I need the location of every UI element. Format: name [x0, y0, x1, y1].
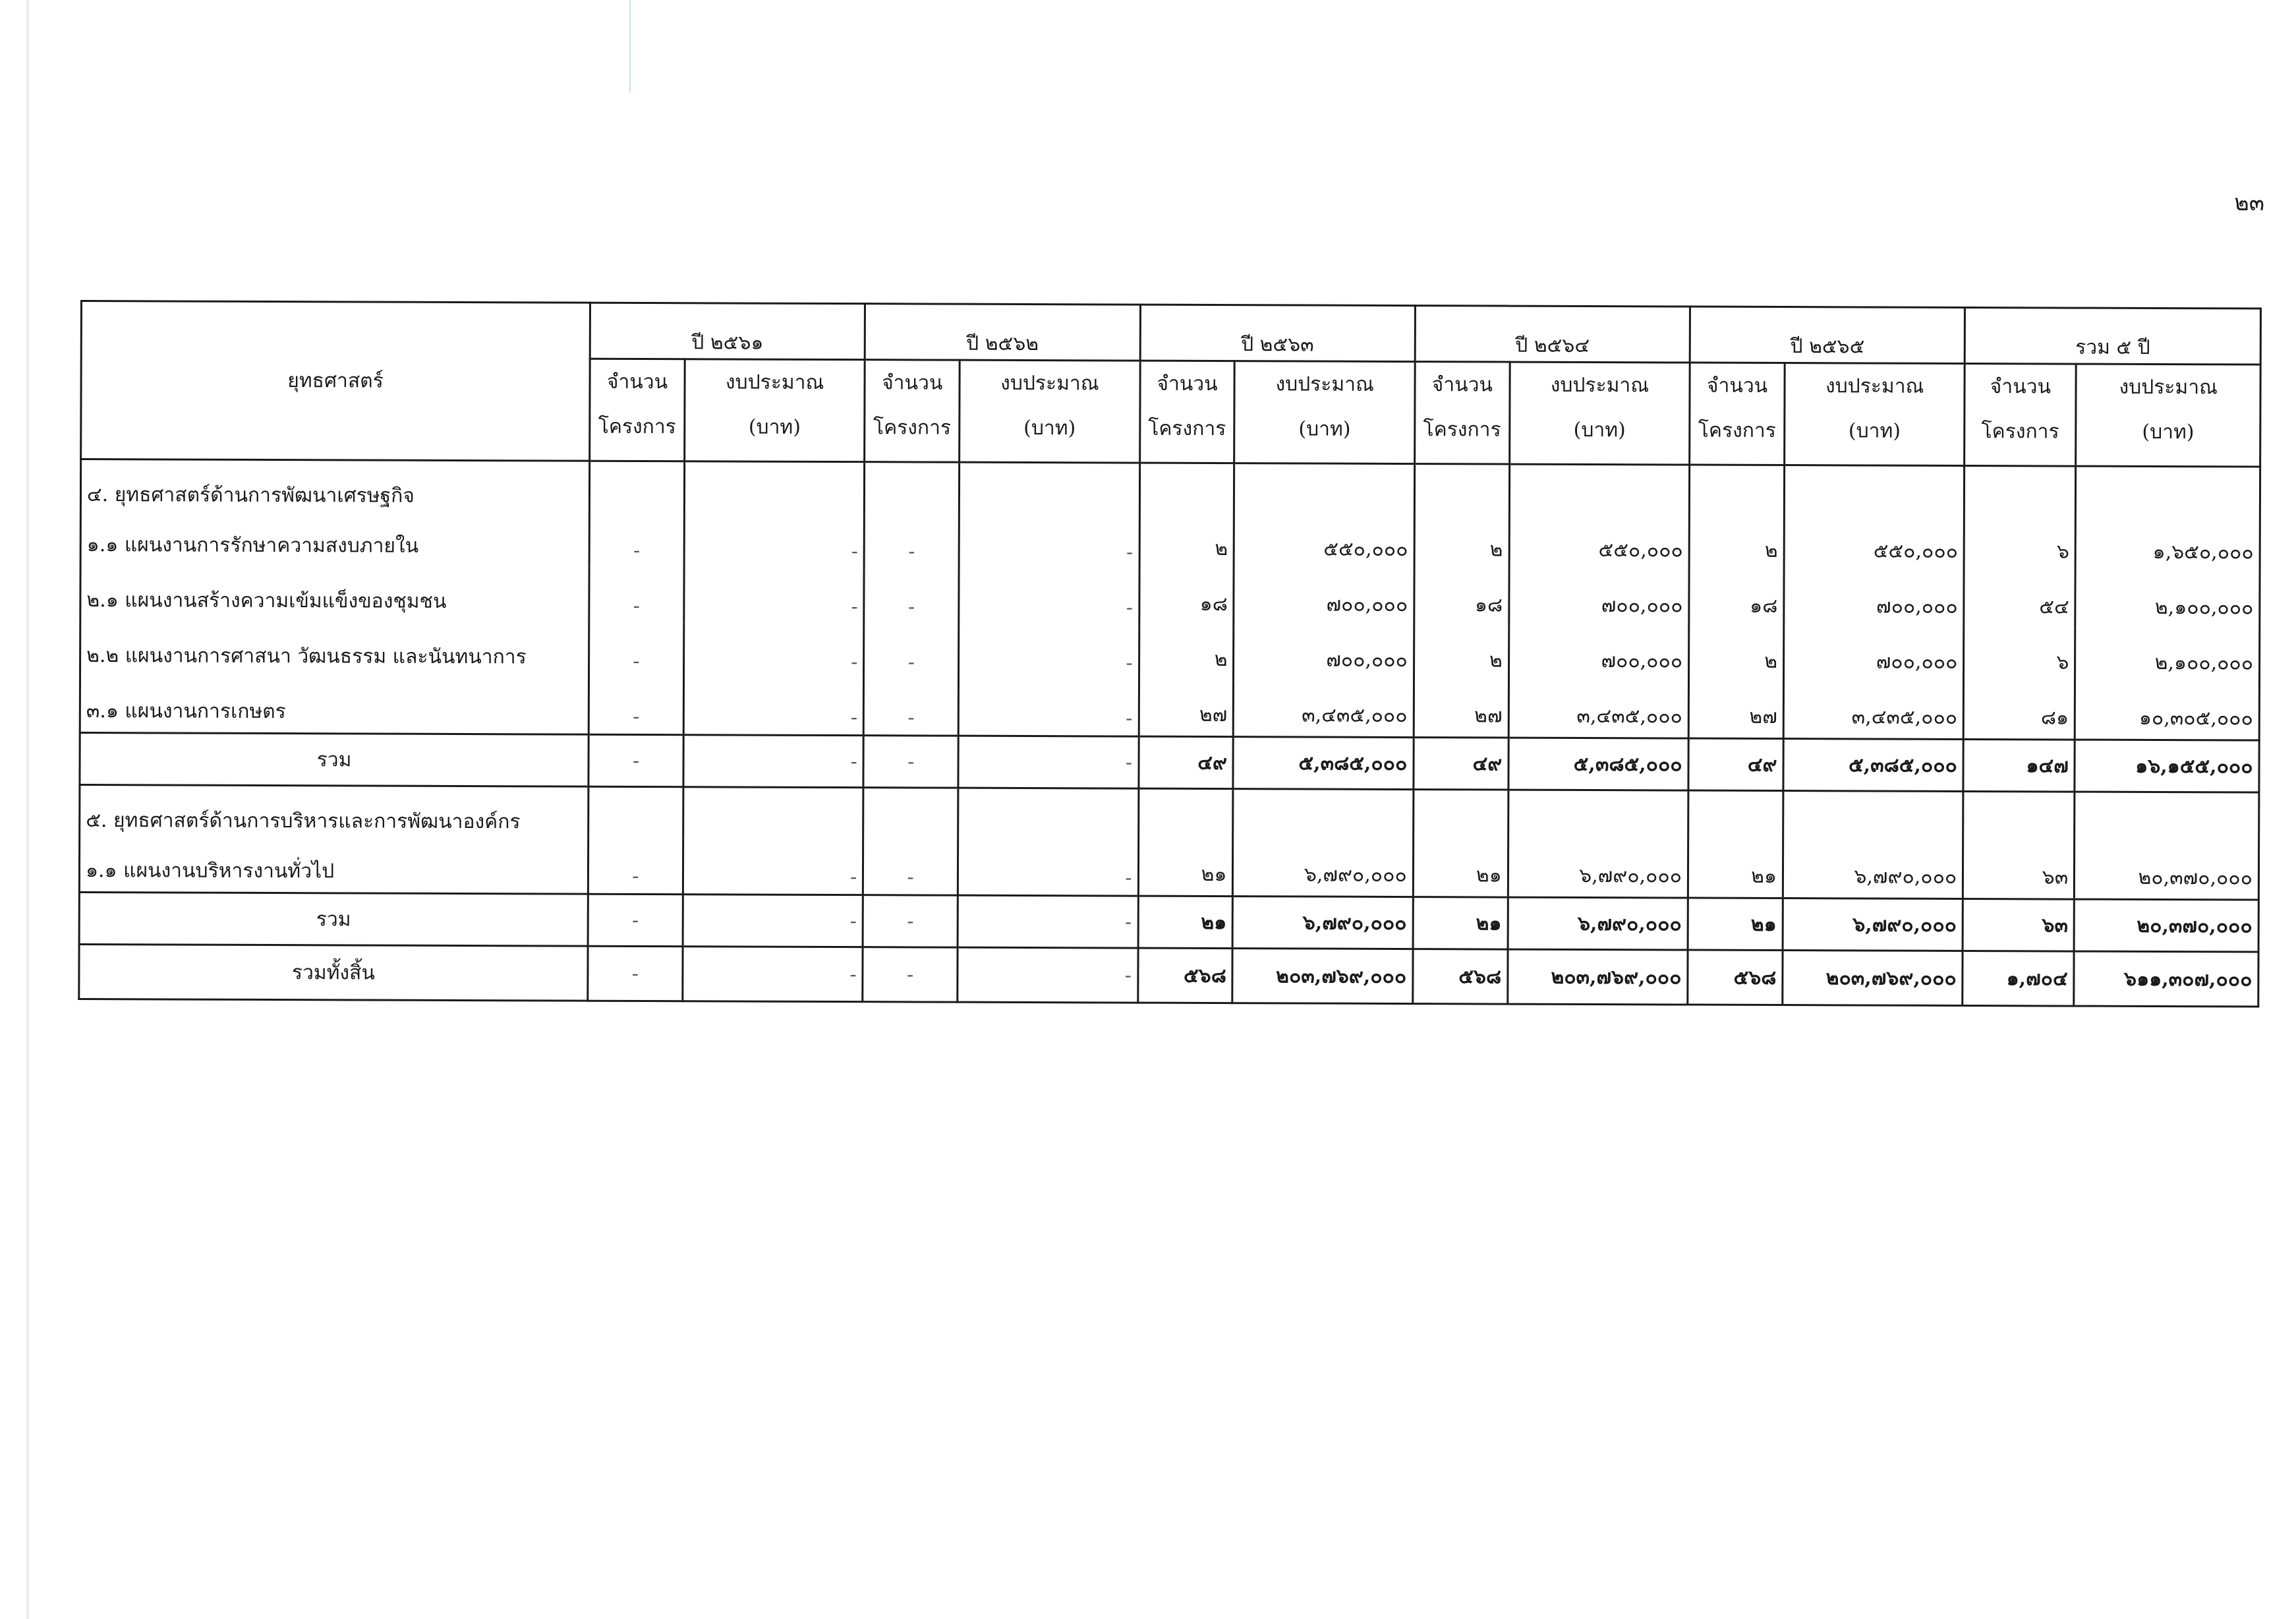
empty-cell	[2075, 792, 2259, 843]
budget-cell: -	[958, 947, 1138, 1003]
budget-cell: -	[683, 735, 864, 788]
budget-cell: ๗๐๐,๐๐๐	[1508, 626, 1689, 682]
empty-cell	[1784, 465, 1965, 517]
budget-header	[1234, 361, 1415, 464]
header-text: จำนวน	[882, 371, 943, 395]
project-count-cell: ๔๙	[1688, 738, 1783, 791]
budget-header	[1509, 362, 1690, 465]
budget-cell: ๗๐๐,๐๐๐	[1783, 627, 1964, 683]
empty-cell	[1509, 464, 1690, 515]
project-count-cell: ๒๑	[1138, 840, 1233, 897]
grand-total-label: รวมทั้งสิ้น	[79, 944, 588, 1001]
project-count-cell: ๘๑	[1964, 683, 2075, 740]
budget-cell: -	[684, 568, 865, 624]
project-count-cell: ๒	[1414, 515, 1509, 571]
project-count-cell: ๖	[1964, 628, 2075, 684]
project-count-cell: -	[588, 678, 683, 735]
empty-cell	[958, 788, 1139, 839]
project-count-cell: ๔๙	[1138, 736, 1233, 789]
header-text: จำนวน	[1706, 374, 1768, 397]
header-text: โครงการ	[873, 416, 952, 440]
project-count-cell: ๒	[1139, 625, 1234, 681]
project-count-cell: ๒	[1689, 516, 1784, 572]
project-count-cell: ๒๑	[1688, 842, 1783, 898]
project-count-cell: ๑๘	[1139, 570, 1234, 626]
budget-cell: ๑,๖๕๐,๐๐๐	[2075, 517, 2260, 574]
table-row	[80, 510, 2260, 574]
budget-cell: -	[959, 569, 1139, 625]
empty-cell	[1689, 465, 1784, 516]
project-count-cell: ๒	[1139, 514, 1234, 570]
table-row	[80, 621, 2260, 684]
project-count-cell: ๕๖๘	[1413, 949, 1508, 1005]
scan-edge	[26, 0, 29, 1619]
table-row	[79, 836, 2258, 900]
project-count-cell: -	[863, 839, 958, 895]
empty-cell	[1413, 790, 1508, 841]
budget-cell: -	[683, 623, 864, 679]
budget-header	[960, 360, 1140, 463]
plan-label: ๒.๒ แผนงานการศาสนา วัฒนธรรม และนันทนาการ	[80, 621, 589, 678]
subtotal-label: รวม	[79, 892, 588, 946]
budget-cell: -	[959, 514, 1139, 570]
project-count-cell: ๑๔๗	[1963, 739, 2075, 792]
table-body	[79, 459, 2260, 1007]
category-row	[80, 785, 2259, 844]
budget-cell: -	[683, 678, 864, 735]
budget-header	[685, 359, 865, 462]
project-count-cell: ๒๑	[1138, 896, 1233, 949]
empty-cell	[1508, 790, 1688, 841]
budget-cell: -	[958, 895, 1138, 948]
year-header: ปี ๒๕๖๓	[1140, 305, 1416, 361]
budget-table	[78, 300, 2262, 1008]
budget-cell: ๑๐,๓๐๕,๐๐๐	[2075, 684, 2260, 740]
budget-header	[2076, 364, 2260, 467]
project-count-header	[590, 359, 685, 461]
empty-cell	[865, 462, 960, 514]
budget-cell: ๒๐,๓๗๐,๐๐๐	[2074, 899, 2258, 952]
project-count-cell: ๒๗	[1688, 682, 1783, 739]
empty-cell	[1965, 465, 2076, 517]
project-count-cell: ๒	[1414, 626, 1508, 682]
strategy-column-header: ยุทธศาสตร์	[81, 301, 590, 461]
budget-cell: ๒๐,๓๗๐,๐๐๐	[2075, 843, 2259, 900]
budget-cell: ๖,๗๙๐,๐๐๐	[1508, 897, 1688, 950]
header-text: โครงการ	[1423, 418, 1501, 442]
project-count-cell: ๕๖๘	[1137, 948, 1232, 1003]
header-text: งบประมาณ	[725, 370, 824, 394]
project-count-cell: ๑,๗๐๔	[1963, 951, 2074, 1006]
budget-cell: ๒๐๓,๗๖๙,๐๐๐	[1232, 949, 1413, 1004]
project-count-cell: -	[863, 679, 958, 736]
project-count-cell: -	[864, 624, 959, 680]
budget-cell: -	[683, 895, 863, 947]
empty-cell	[2076, 466, 2260, 517]
header-text: (บาท)	[1573, 418, 1626, 442]
subtotal-label: รวม	[80, 733, 588, 787]
project-count-cell: -	[589, 512, 684, 568]
budget-cell: ๓,๔๓๕,๐๐๐	[1508, 682, 1689, 738]
budget-cell: -	[958, 839, 1139, 896]
header-text: (บาท)	[748, 415, 801, 439]
project-count-cell: -	[588, 734, 683, 787]
empty-cell	[1234, 463, 1415, 515]
empty-cell	[684, 461, 865, 513]
header-text: งบประมาณ	[1825, 374, 1924, 398]
subtotal-row	[80, 733, 2259, 793]
header-text: จำนวน	[1157, 372, 1218, 396]
budget-cell: -	[684, 512, 865, 568]
empty-cell	[589, 461, 684, 512]
project-count-cell: -	[588, 946, 683, 1001]
project-count-cell: ๑๘	[1414, 570, 1509, 626]
project-count-cell: -	[863, 947, 958, 1003]
budget-cell: ๒๐๓,๗๖๙,๐๐๐	[1508, 949, 1688, 1005]
plan-label: ๒.๑ แผนงานสร้างความเข้มแข็งของชุมชน	[80, 566, 589, 623]
category-title: ๔. ยุทธศาสตร์ด้านการพัฒนาเศรษฐกิจ	[80, 459, 589, 512]
project-count-cell: ๖๓	[1963, 898, 2074, 951]
header-text: โครงการ	[1148, 417, 1226, 441]
table-row	[80, 676, 2259, 740]
header-text: (บาท)	[1848, 419, 1901, 443]
empty-cell	[863, 788, 958, 839]
empty-cell	[1963, 791, 2075, 842]
project-count-header	[1414, 362, 1509, 465]
budget-cell: -	[958, 736, 1139, 788]
plan-label: ๑.๑ แผนงานบริหารงานทั่วไป	[79, 836, 588, 894]
budget-cell: ๕,๓๘๕,๐๐๐	[1783, 739, 1964, 792]
project-count-cell: -	[864, 513, 959, 569]
budget-cell: ๑๖,๑๕๕,๐๐๐	[2075, 740, 2259, 792]
year-header: ปี ๒๕๖๔	[1415, 306, 1690, 363]
budget-cell: ๒๐๓,๗๖๙,๐๐๐	[1783, 951, 1963, 1006]
budget-cell: ๓,๔๓๕,๐๐๐	[1783, 682, 1964, 739]
header-text: งบประมาณ	[2119, 375, 2218, 399]
header-text: จำนวน	[1990, 375, 2052, 399]
project-count-cell: ๒๑	[1413, 840, 1508, 897]
budget-cell: ๕๕๐,๐๐๐	[1784, 516, 1965, 572]
project-count-cell: ๒๑	[1688, 898, 1783, 951]
project-count-cell: ๒๗	[1414, 681, 1508, 738]
budget-cell: ๕๕๐,๐๐๐	[1234, 514, 1415, 570]
header-text: จำนวน	[606, 370, 668, 394]
header-text: โครงการ	[598, 415, 676, 439]
project-count-cell: ๒๗	[1139, 680, 1234, 737]
project-count-header	[1139, 361, 1234, 463]
budget-cell: ๖,๗๙๐,๐๐๐	[1508, 841, 1688, 898]
plan-label: ๑.๑ แผนงานการรักษาความสงบภายใน	[80, 510, 589, 568]
budget-cell: ๖๑๑,๓๐๗,๐๐๐	[2074, 951, 2258, 1007]
category-title: ๕. ยุทธศาสตร์ด้านการบริหารและการพัฒนาองค์กร	[80, 785, 588, 838]
empty-cell	[1233, 789, 1414, 840]
project-count-cell: -	[864, 568, 959, 624]
empty-cell	[1688, 790, 1783, 842]
header-text: งบประมาณ	[1000, 371, 1099, 396]
empty-cell	[1139, 463, 1234, 514]
empty-cell	[1783, 791, 1964, 842]
project-count-cell: -	[588, 894, 683, 947]
budget-cell: -	[683, 947, 863, 1002]
grand-total-row	[79, 944, 2258, 1007]
project-count-cell: -	[588, 838, 683, 895]
header-text: โครงการ	[1698, 419, 1776, 442]
budget-cell: ๖,๗๙๐,๐๐๐	[1783, 898, 1963, 951]
project-count-cell: -	[589, 568, 684, 624]
empty-cell	[1414, 464, 1509, 515]
header-text: โครงการ	[1981, 420, 2059, 444]
header-text: (บาท)	[1023, 416, 1076, 440]
project-count-cell: -	[863, 895, 958, 948]
scan-mark	[629, 0, 631, 92]
budget-cell: ๓,๔๓๕,๐๐๐	[1234, 680, 1414, 737]
budget-cell: ๖,๗๙๐,๐๐๐	[1783, 842, 1963, 898]
category-row	[80, 459, 2260, 518]
budget-cell: -	[958, 680, 1139, 736]
page-number: ๒๓	[2234, 190, 2264, 216]
budget-cell: ๒,๑๐๐,๐๐๐	[2075, 628, 2260, 684]
budget-cell: ๒,๑๐๐,๐๐๐	[2075, 573, 2260, 629]
empty-cell	[588, 786, 683, 838]
table-row	[80, 566, 2260, 629]
year-header: รวม ๕ ปี	[1965, 307, 2260, 365]
year-header: ปี ๒๕๖๕	[1690, 307, 1965, 363]
header-text: งบประมาณ	[1550, 373, 1650, 397]
budget-cell: ๗๐๐,๐๐๐	[1234, 625, 1414, 681]
header-text: งบประมาณ	[1275, 372, 1374, 396]
project-count-cell: ๑๘	[1689, 572, 1784, 628]
budget-cell: ๖,๗๙๐,๐๐๐	[1233, 840, 1414, 897]
budget-cell: -	[959, 624, 1139, 680]
plan-label: ๓.๑ แผนงานการเกษตร	[80, 676, 588, 734]
project-count-cell: ๔๙	[1414, 738, 1508, 790]
subtotal-row	[79, 892, 2258, 952]
budget-header	[1785, 363, 1965, 466]
empty-cell	[683, 787, 864, 839]
header-text: จำนวน	[1431, 373, 1493, 397]
project-count-cell: -	[863, 736, 958, 788]
budget-cell: ๕,๓๘๕,๐๐๐	[1233, 737, 1414, 790]
project-count-cell: ๖๓	[1963, 842, 2075, 899]
project-count-cell: ๒๑	[1413, 897, 1508, 950]
project-count-cell: ๕๔	[1964, 572, 2075, 628]
project-count-cell: ๖	[1964, 517, 2075, 573]
project-count-cell: -	[588, 623, 683, 679]
project-count-header	[1965, 363, 2077, 466]
budget-cell: ๕๕๐,๐๐๐	[1509, 515, 1690, 572]
project-count-header	[1690, 363, 1785, 465]
budget-cell: ๕,๓๘๕,๐๐๐	[1508, 738, 1689, 790]
year-header: ปี ๒๕๖๒	[865, 304, 1140, 361]
budget-cell: -	[683, 838, 863, 895]
project-count-cell: ๒	[1689, 627, 1784, 683]
header-text: (บาท)	[1298, 417, 1351, 441]
budget-cell: ๗๐๐,๐๐๐	[1234, 570, 1414, 626]
project-count-header	[865, 360, 960, 463]
budget-cell: ๗๐๐,๐๐๐	[1509, 571, 1690, 627]
budget-cell: ๖,๗๙๐,๐๐๐	[1233, 897, 1414, 949]
empty-cell	[1138, 788, 1233, 840]
budget-cell: ๗๐๐,๐๐๐	[1784, 572, 1965, 628]
year-header: ปี ๒๕๖๑	[590, 303, 865, 359]
header-text: (บาท)	[2142, 420, 2195, 444]
empty-cell	[960, 462, 1140, 514]
project-count-cell: ๕๖๘	[1688, 950, 1783, 1005]
